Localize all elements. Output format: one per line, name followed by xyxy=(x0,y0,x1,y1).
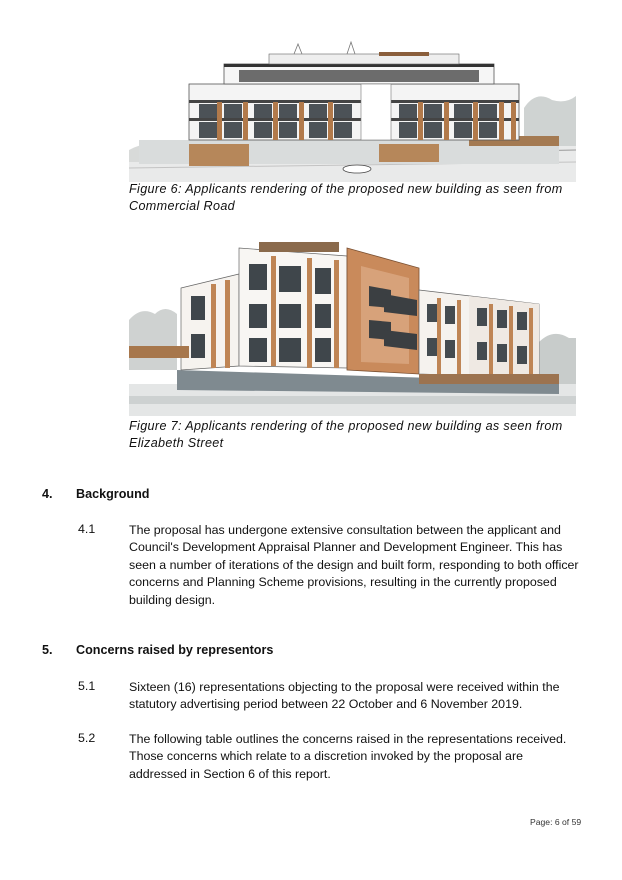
paragraph-5-1-number: 5.1 xyxy=(78,679,96,693)
paragraph-5-2-number: 5.2 xyxy=(78,731,96,745)
paragraph-5-2-text: The following table outlines the concerns raised in the representations received. Those concerns which relate to a discretion invoked by the proposal are addressed in Section 6 of this report. xyxy=(129,732,567,781)
paragraph-5-1-text: Sixteen (16) representations objecting to the proposal were received within the statutory advertising period between 22 October and 6 November 2019. xyxy=(129,680,560,712)
figure-7-image xyxy=(129,234,576,416)
figure-6-caption: Figure 6: Applicants rendering of the proposed new building as seen from Commercial Road xyxy=(129,182,563,213)
section-5-number: 5. xyxy=(42,643,53,657)
section-4-number: 4. xyxy=(42,487,53,501)
figure-6-image xyxy=(129,40,576,182)
paragraph-4-1-text: The proposal has undergone extensive consultation between the applicant and Council's Development Appraisal Planner and Development Engineer. This has seen a number of iterations of the design and built form, responding to both officer concerns and Planning Scheme provisions, resulting in the currently proposed building design. xyxy=(129,523,579,607)
page-number: Page: 6 of 59 xyxy=(530,817,582,827)
figure-7-caption: Figure 7: Applicants rendering of the proposed new building as seen from Elizabeth Street xyxy=(129,419,563,450)
paragraph-4-1-number: 4.1 xyxy=(78,522,96,536)
section-4-title: Background xyxy=(76,487,150,501)
section-5-title: Concerns raised by representors xyxy=(76,643,274,657)
